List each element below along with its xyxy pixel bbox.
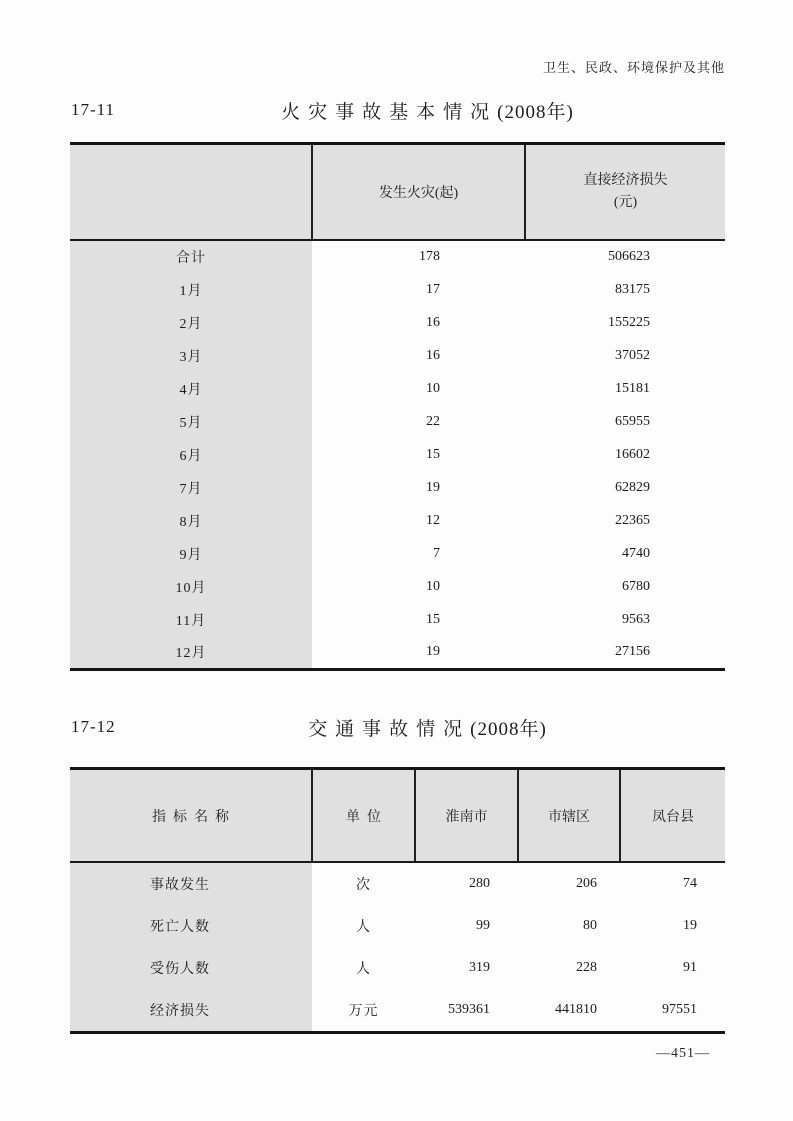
fires-value: 16 — [426, 347, 440, 363]
running-head: 卫生、民政、环境保护及其他 — [542, 60, 725, 75]
fires-value: 15 — [426, 446, 440, 462]
row-label: 4月 — [70, 372, 312, 405]
fire-table-header-row — [70, 144, 725, 241]
traffic-header-indicator: 指标名称 — [70, 769, 312, 863]
table-row — [70, 438, 725, 471]
page-number: —451— — [656, 1046, 710, 1061]
table2-code: 17-12 — [71, 717, 116, 736]
fire-header-fires: 发生火灾(起) — [312, 144, 525, 241]
unit-value: 人 — [356, 962, 371, 978]
fires-value: 10 — [426, 380, 440, 396]
fires-value: 22 — [426, 413, 440, 429]
table1-title — [70, 97, 725, 124]
unit-value: 人 — [356, 919, 371, 935]
urban-value: 441810 — [555, 1002, 597, 1017]
table-row — [70, 636, 725, 669]
loss-value: 27156 — [615, 643, 650, 659]
fire-header-loss-line2: (元) — [613, 195, 638, 210]
loss-value: 22365 — [615, 512, 650, 528]
fires-value: 16 — [426, 314, 440, 330]
row-label: 9月 — [70, 537, 312, 570]
fengtai-value: 91 — [683, 960, 697, 976]
table-row — [70, 603, 725, 636]
table2-title-text: 交通事故情况 — [308, 719, 471, 740]
loss-value: 155225 — [608, 314, 650, 330]
row-label: 6月 — [70, 438, 312, 471]
row-label: 3月 — [70, 339, 312, 372]
table1-code: 17-11 — [71, 100, 116, 119]
loss-value: 62829 — [615, 479, 650, 495]
loss-value: 65955 — [615, 413, 650, 429]
table-row — [70, 947, 725, 990]
fengtai-value: 19 — [683, 917, 697, 933]
traffic-header-unit: 单位 — [312, 769, 415, 863]
row-label: 死亡人数 — [70, 905, 312, 948]
loss-value: 16602 — [615, 446, 650, 462]
table-row — [70, 862, 725, 905]
traffic-table-header-row — [70, 769, 725, 863]
row-label: 受伤人数 — [70, 947, 312, 990]
table-row — [70, 537, 725, 570]
table1-title-text: 火灾事故基本情况 — [281, 102, 498, 123]
fires-value: 17 — [426, 281, 440, 297]
loss-value: 83175 — [615, 281, 650, 297]
loss-value: 15181 — [615, 380, 650, 396]
huainan-value: 319 — [469, 960, 490, 976]
fire-header-loss — [525, 144, 725, 241]
table-row — [70, 471, 725, 504]
loss-value: 6780 — [622, 578, 650, 594]
row-label: 7月 — [70, 471, 312, 504]
loss-value: 506623 — [608, 249, 650, 264]
huainan-value: 99 — [476, 917, 490, 933]
table-row — [70, 372, 725, 405]
row-label: 合计 — [70, 240, 312, 273]
urban-value: 206 — [576, 875, 597, 891]
huainan-value: 280 — [469, 875, 490, 891]
urban-value: 80 — [583, 917, 597, 933]
urban-value: 228 — [576, 960, 597, 976]
unit-value: 次 — [356, 877, 371, 893]
fires-value: 178 — [419, 249, 440, 264]
loss-value: 4740 — [622, 545, 650, 561]
row-label: 10月 — [70, 570, 312, 603]
fire-header-loss-line1: 直接经济损失 — [583, 173, 668, 189]
traffic-header-huainan: 淮南市 — [415, 769, 518, 863]
fires-value: 15 — [426, 611, 440, 627]
loss-value: 37052 — [615, 347, 650, 363]
row-label: 11月 — [70, 603, 312, 636]
table-row — [70, 570, 725, 603]
table2-title-year: (2008年) — [470, 719, 547, 740]
table-row — [70, 339, 725, 372]
fire-header-stub — [70, 144, 312, 241]
row-label: 5月 — [70, 405, 312, 438]
loss-value: 9563 — [622, 611, 650, 627]
table-row — [70, 504, 725, 537]
row-label: 2月 — [70, 306, 312, 339]
table-row — [70, 240, 725, 273]
unit-value: 万元 — [348, 1004, 379, 1019]
traffic-header-urban: 市辖区 — [518, 769, 620, 863]
row-label: 12月 — [70, 636, 312, 669]
row-label: 经济损失 — [70, 990, 312, 1033]
traffic-header-fengtai: 凤台县 — [620, 769, 725, 863]
table-row — [70, 905, 725, 948]
fires-value: 10 — [426, 578, 440, 594]
table-row — [70, 273, 725, 306]
fires-value: 19 — [426, 479, 440, 495]
row-label: 事故发生 — [70, 862, 312, 905]
table1-title-year: (2008年) — [497, 102, 574, 123]
fires-value: 7 — [433, 545, 440, 561]
huainan-value: 539361 — [448, 1002, 490, 1017]
table2-title — [70, 714, 725, 741]
row-label: 1月 — [70, 273, 312, 306]
fires-value: 19 — [426, 643, 440, 659]
traffic-accidents-table — [70, 767, 725, 1034]
fengtai-value: 74 — [683, 875, 697, 891]
row-label: 8月 — [70, 504, 312, 537]
table-row — [70, 405, 725, 438]
fires-value: 12 — [426, 512, 440, 528]
fengtai-value: 97551 — [662, 1002, 697, 1017]
fire-accidents-table — [70, 142, 725, 671]
table-row — [70, 306, 725, 339]
table-row — [70, 990, 725, 1033]
